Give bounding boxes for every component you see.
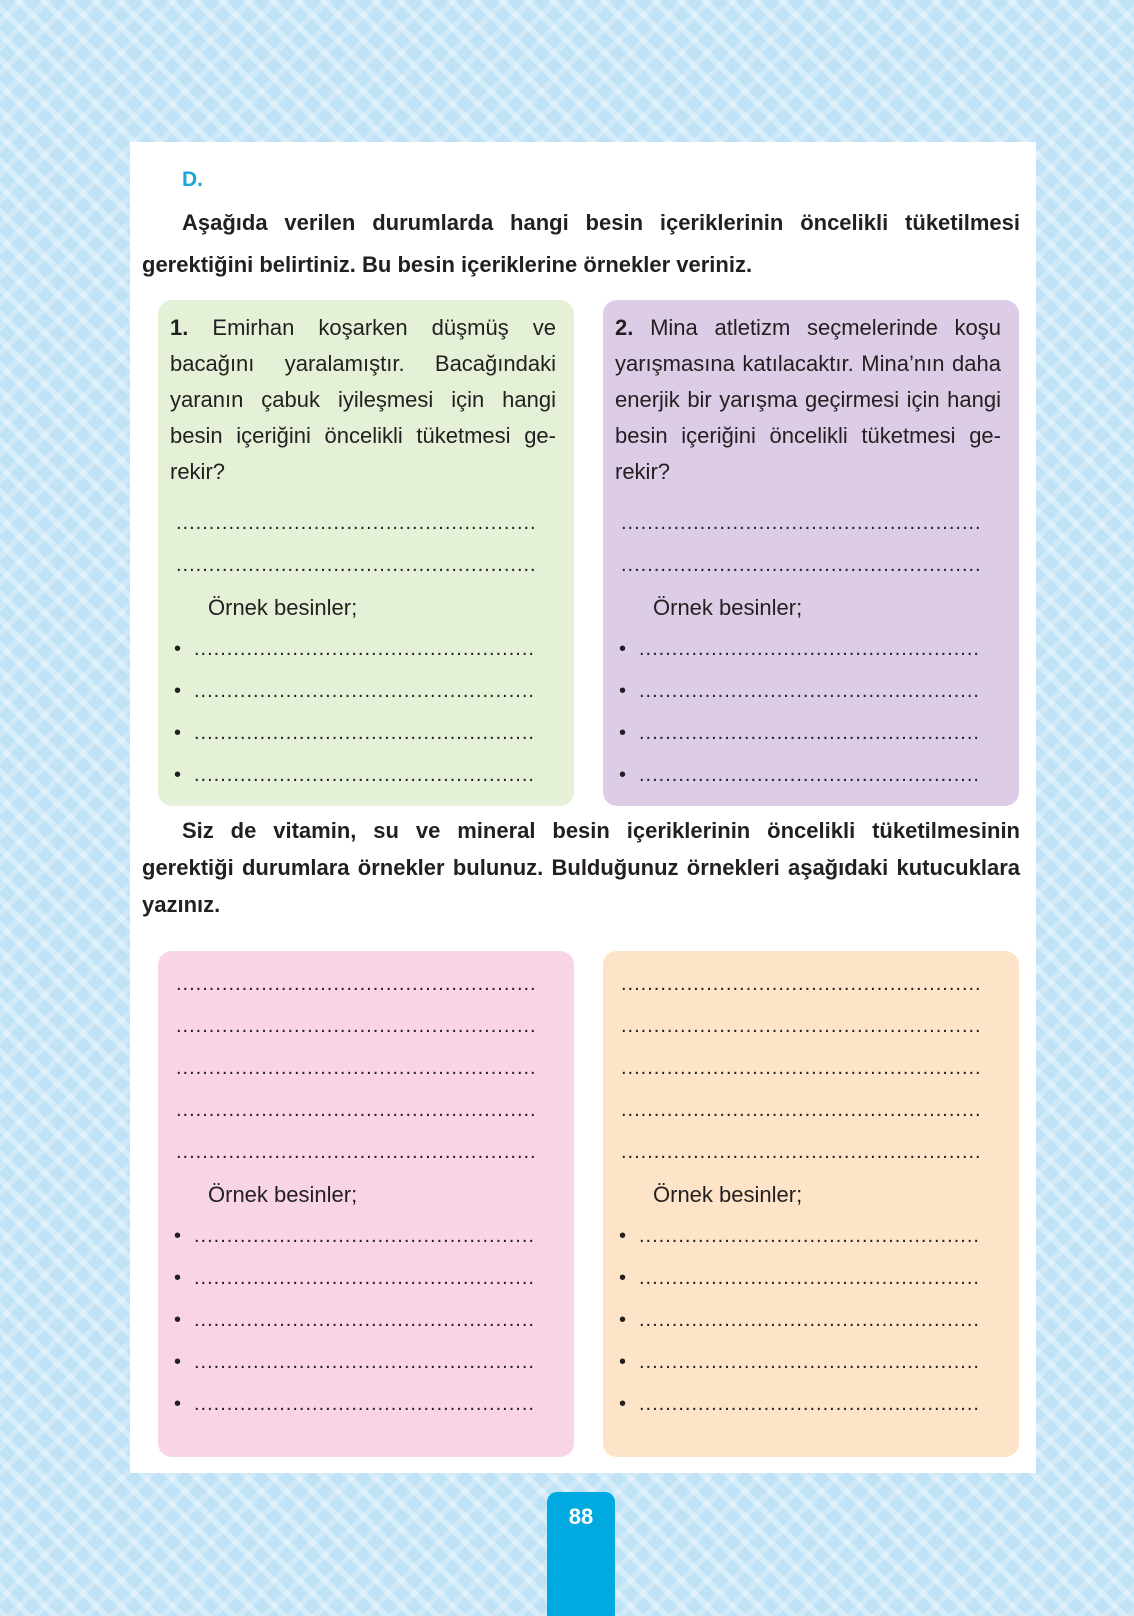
question-1-number: 1. <box>170 315 189 340</box>
example-line[interactable] <box>170 1215 556 1257</box>
example-blank: .................................................... <box>194 764 535 786</box>
bullet-icon: • <box>174 1267 183 1289</box>
example-blank: .................................................... <box>639 1225 980 1247</box>
bullet-icon: • <box>174 680 183 702</box>
section-letter: D. <box>182 168 203 191</box>
example-blank: .................................................... <box>194 1309 535 1331</box>
example-blank: .................................................... <box>194 1393 535 1415</box>
example-line[interactable] <box>170 1383 556 1425</box>
example-line[interactable] <box>615 1383 1001 1425</box>
bullet-icon: • <box>619 680 628 702</box>
answer-line[interactable]: ....................................................... <box>621 1141 982 1163</box>
example-blank: .................................................... <box>639 638 980 660</box>
example-blank: .................................................... <box>194 1225 535 1247</box>
answer-line[interactable]: ....................................................... <box>176 1099 537 1121</box>
example-blank: .................................................... <box>194 1351 535 1373</box>
bullet-icon: • <box>174 1393 183 1415</box>
example-line[interactable] <box>170 1299 556 1341</box>
worksheet-page <box>130 142 1036 1473</box>
example-line[interactable] <box>615 1215 1001 1257</box>
example-line[interactable] <box>170 1257 556 1299</box>
example-blank: .................................................... <box>639 1393 980 1415</box>
answer-line[interactable]: ....................................................... <box>621 512 982 534</box>
example-blank: .................................................... <box>194 722 535 744</box>
bullet-icon: • <box>619 764 628 786</box>
example-line[interactable] <box>170 628 556 670</box>
example-line[interactable] <box>615 712 1001 754</box>
page-number: 88 <box>547 1492 615 1616</box>
answer-line[interactable]: ....................................................... <box>176 973 537 995</box>
example-line[interactable] <box>615 1341 1001 1383</box>
example-blank: .................................................... <box>639 1267 980 1289</box>
instructions-text: Aşağıda verilen durumlarda hangi besin içeriklerinin öncelikli tüketilmesi gerektiğini belirtiniz. Bu besin içeriklerine örnekler veriniz. <box>142 210 1020 277</box>
answer-line[interactable]: ....................................................... <box>176 1141 537 1163</box>
examples-label: Örnek besinler; <box>208 1182 358 1207</box>
bullet-icon: • <box>174 1309 183 1331</box>
example-line[interactable] <box>615 1257 1001 1299</box>
answer-box-1 <box>158 951 574 1457</box>
bullet-icon: • <box>619 1393 628 1415</box>
examples-label: Örnek besinler; <box>208 595 358 620</box>
example-line[interactable] <box>615 1299 1001 1341</box>
bullet-icon: • <box>174 722 183 744</box>
example-line[interactable] <box>615 628 1001 670</box>
question-2-number: 2. <box>615 315 634 340</box>
bullet-icon: • <box>619 1225 628 1247</box>
answer-line[interactable]: ....................................................... <box>176 512 537 534</box>
example-line[interactable] <box>170 1341 556 1383</box>
example-blank: .................................................... <box>639 680 980 702</box>
answer-line[interactable]: ....................................................... <box>176 554 537 576</box>
second-instructions-text: Siz de vitamin, su ve mineral besin içeriklerinin öncelikli tüketilmesinin gerektiği durumlara örnekler bulunuz. Bulduğunuz örnekleri aşağıdaki kutucuklara yazınız. <box>142 818 1020 917</box>
example-blank: .................................................... <box>639 1351 980 1373</box>
example-blank: .................................................... <box>639 1309 980 1331</box>
example-line[interactable] <box>170 754 556 796</box>
answer-line[interactable]: ....................................................... <box>176 1057 537 1079</box>
question-1-text <box>170 310 556 490</box>
examples-label: Örnek besinler; <box>653 595 803 620</box>
example-line[interactable] <box>170 670 556 712</box>
example-blank: .................................................... <box>639 764 980 786</box>
bullet-icon: • <box>619 1351 628 1373</box>
question-2-body: Mina atletizm seçmelerinde koşu yarışmasına katılacaktır. Mina’nın daha enerjik bir yarışma geçirmesi için hangi besin içeriğini öncelikli tüketmesi gerekir? <box>615 315 1001 484</box>
answer-line[interactable]: ....................................................... <box>176 1015 537 1037</box>
example-blank: .................................................... <box>639 722 980 744</box>
example-blank: .................................................... <box>194 1267 535 1289</box>
answer-line[interactable]: ....................................................... <box>621 1099 982 1121</box>
bullet-icon: • <box>174 638 183 660</box>
bullet-icon: • <box>619 638 628 660</box>
example-blank: .................................................... <box>194 680 535 702</box>
example-line[interactable] <box>170 712 556 754</box>
question-2-text <box>615 310 1001 490</box>
example-line[interactable] <box>615 754 1001 796</box>
bullet-icon: • <box>619 1309 628 1331</box>
bullet-icon: • <box>619 722 628 744</box>
examples-label: Örnek besinler; <box>653 1182 803 1207</box>
bullet-icon: • <box>174 1225 183 1247</box>
bullet-icon: • <box>174 764 183 786</box>
answer-line[interactable]: ....................................................... <box>621 1015 982 1037</box>
answer-line[interactable]: ....................................................... <box>621 1057 982 1079</box>
question-1-body: Emirhan koşarken düşmüş ve bacağını yaralamıştır. Bacağındaki yaranın çabuk iyileşmesi için hangi besin içeriğini öncelikli tüketmesi gerekir? <box>170 315 556 484</box>
answer-box-2 <box>603 951 1019 1457</box>
answer-line[interactable]: ....................................................... <box>621 554 982 576</box>
example-line[interactable] <box>615 670 1001 712</box>
example-blank: .................................................... <box>194 638 535 660</box>
answer-line[interactable]: ....................................................... <box>621 973 982 995</box>
bullet-icon: • <box>174 1351 183 1373</box>
question-1-box <box>158 300 574 806</box>
bullet-icon: • <box>619 1267 628 1289</box>
question-2-box <box>603 300 1019 806</box>
